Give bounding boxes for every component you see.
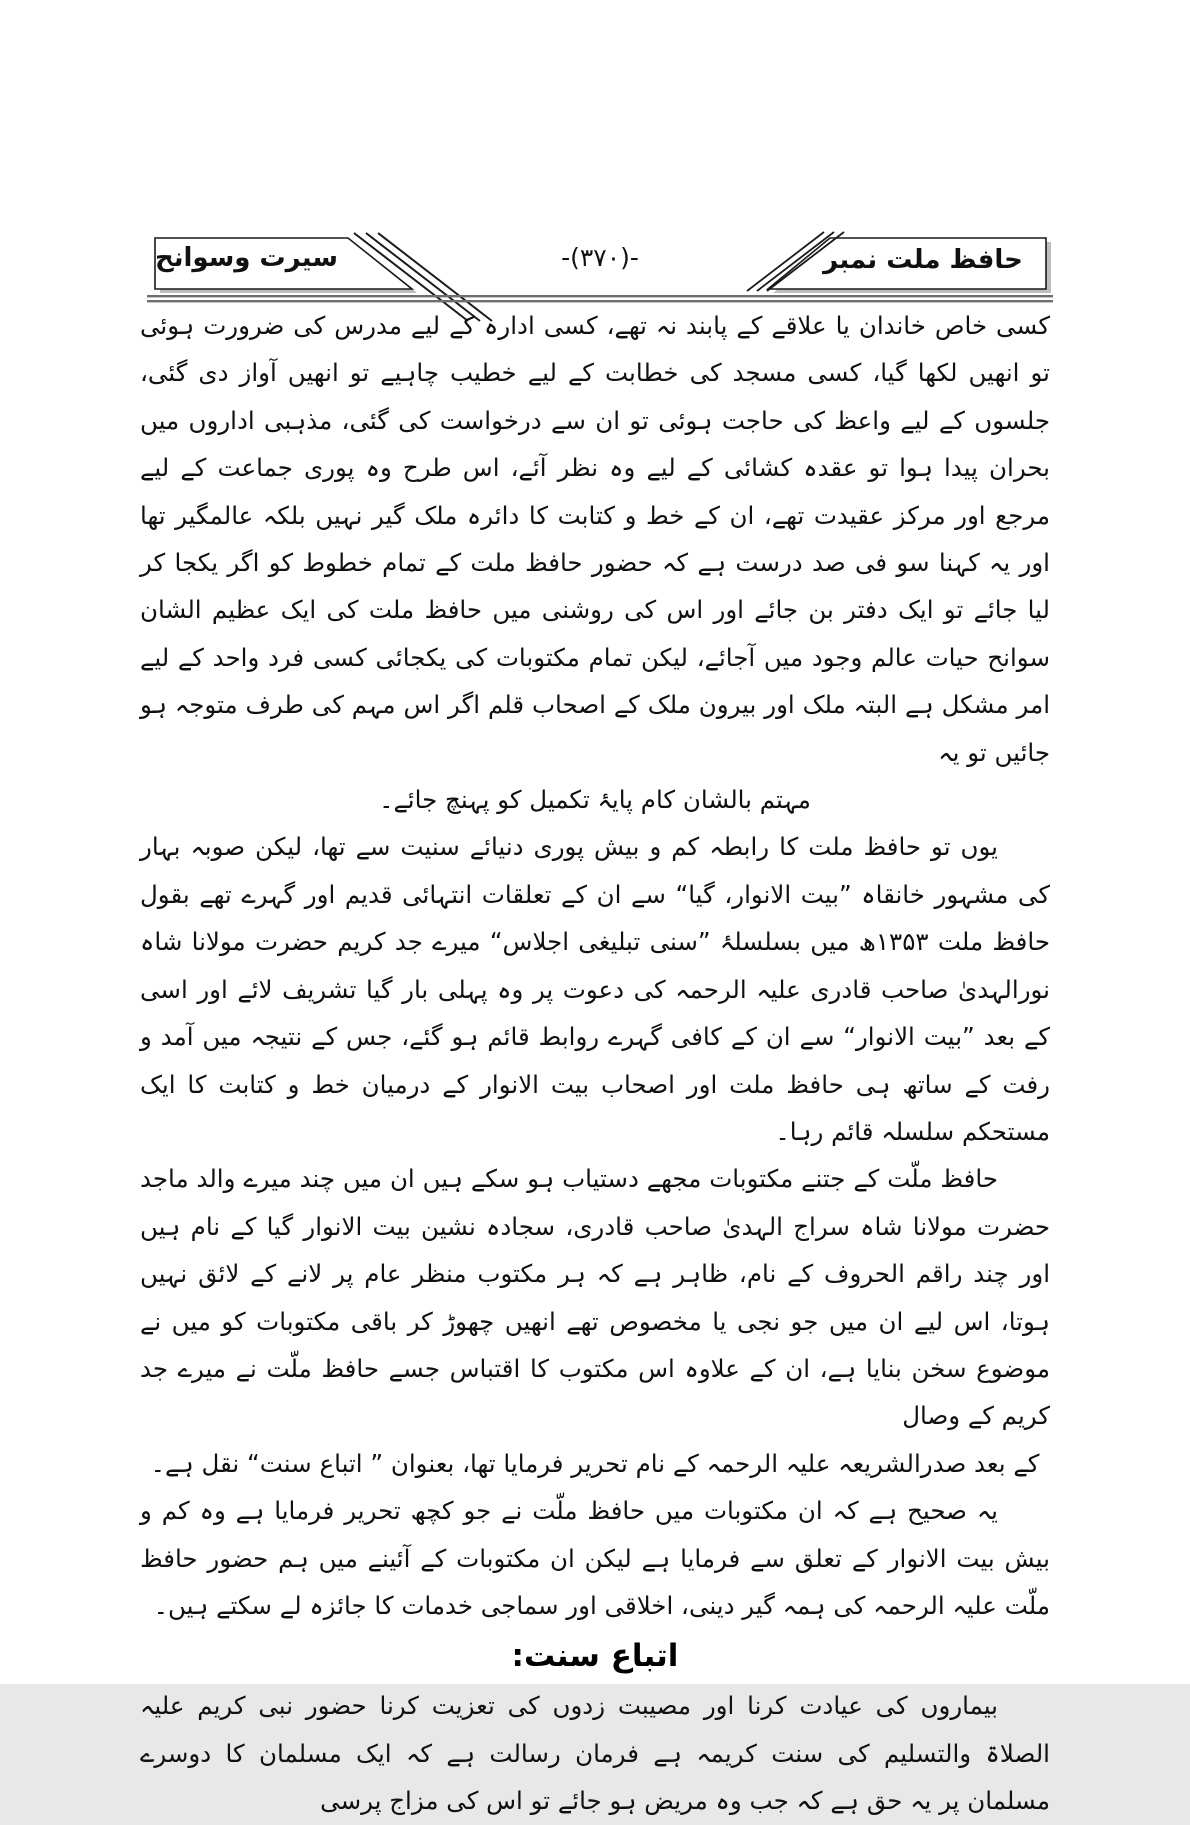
body-paragraph: حافظ ملّت کے جتنے مکتوبات مجھے دستیاب ہو سکے ہیں ان میں چند میرے والد ماجد حضرت مولانا شاہ سراج الہدیٰ صاحب قادری، سجادہ نشین بیت الانوار گیا کے نام ہیں اور چند راقم الحروف کے نام، ظاہر ہے کہ ہر مکتوب منظر عام پر لانے کے لائق نہیں ہوتا، اس لیے ان میں جو نجی یا مخصوص تھے انھیں چھوڑ کر باقی مکتوبات کو میں نے موضوع سخن بنایا ہے، ان کے علاوہ اس مکتوب کا اقتباس جسے حافظ ملّت نے میرے جد کریم کے وصال (140, 1164, 1050, 1431)
section-heading: اتباع سنت: (511, 1638, 679, 1675)
page-body (140, 302, 1050, 1825)
body-paragraph: یہ صحیح ہے کہ ان مکتوبات میں حافظ ملّت نے جو کچھ تحریر فرمایا ہے وہ کم و بیش بیت الانوار کے تعلق سے فرمایا ہے لیکن ان مکتوبات کے آئینے میں ہم حضور حافظ ملّت علیہ الرحمہ کی ہمہ گیر دینی، اخلاقی اور سماجی خدمات کا جائزہ لے سکتے ہیں۔ (140, 1496, 1050, 1620)
paragraph-tail-line: کے بعد صدرالشریعہ علیہ الرحمہ کے نام تحریر فرمایا تھا، بعنوان ” اتباع سنت“ نقل ہے۔ (150, 1448, 1040, 1478)
body-paragraph: بیماروں کی عیادت کرنا اور مصیبت زدوں کی تعزیت کرنا حضور نبی کریم علیہ الصلاۃ والتسلیم کی سنت کریمہ ہے فرمان رسالت ہے کہ ایک مسلمان کا دوسرے مسلمان پر یہ حق ہے کہ جب وہ مریض ہو جائے تو اس کی مزاج پرسی (140, 1691, 1050, 1816)
header-title-left: سیرت وسوانح (155, 243, 338, 273)
body-paragraph: یوں تو حافظ ملت کا رابطہ کم و بیش پوری دنیائے سنیت سے تھا، لیکن صوبہ بہار کی مشہور خانقاہ ”بیت الانوار، گیا“ سے ان کے تعلقات انتہائی قدیم اور گہرے تھے بقول حافظ ملت ۱۳۵۳ھ میں بسلسلۂ ”سنی تبلیغی اجلاس“ میرے جد کریم حضرت مولانا شاہ نورالہدیٰ صاحب قادری علیہ الرحمہ کی دعوت پر وہ پہلی بار گیا تشریف لائے اور اسی کے بعد ”بیت الانوار“ سے ان کے کافی گہرے روابط قائم ہو گئے، جس کے نتیجہ میں آمد و رفت کے ساتھ ہی حافظ ملت اور اصحاب بیت الانوار کے درمیان خط و کتابت کا ایک مستحکم سلسلہ قائم رہا۔ (140, 832, 1050, 1146)
body-paragraph: کسی خاص خاندان یا علاقے کے پابند نہ تھے، کسی ادارہ کے لیے مدرس کی ضرورت ہوئی تو انھیں لکھا گیا، کسی مسجد کی خطابت کے لیے خطیب چاہیے تو انھیں آواز دی گئی، جلسوں کے لیے واعظ کی حاجت ہوئی تو ان سے درخواست کی گئی، مذہبی اداروں میں بحران پیدا ہوا تو عقدہ کشائی کے لیے وہ نظر آئے، اس طرح وہ پوری جماعت کے لیے مرجع اور مرکز عقیدت تھے، ان کے خط و کتابت کا دائرہ ملک گیر نہیں بلکہ عالمگیر تھا اور یہ کہنا سو فی صد درست ہے کہ حضور حافظ ملت کے تمام خطوط کو اگر یکجا کر لیا جائے تو ایک دفتر بن جائے اور اس کی روشنی میں حافظ ملت کی ایک عظیم الشان سوانح حیات عالم وجود میں آجائے، لیکن تمام مکتوبات کی یکجائی کسی فرد واحد کے لیے امر مشکل ہے البتہ ملک اور بیرون ملک کے اصحاب قلم اگر اس مہم کی طرف متوجہ ہو جائیں تو یہ (140, 311, 1050, 767)
paragraph-tail-line: مہتم بالشان کام پایۂ تکمیل کو پہنچ جائے۔ (379, 785, 811, 815)
header-title-right: حافظ ملت نمبر (823, 245, 1023, 275)
page-number: -(۳۷۰)- (561, 243, 639, 272)
